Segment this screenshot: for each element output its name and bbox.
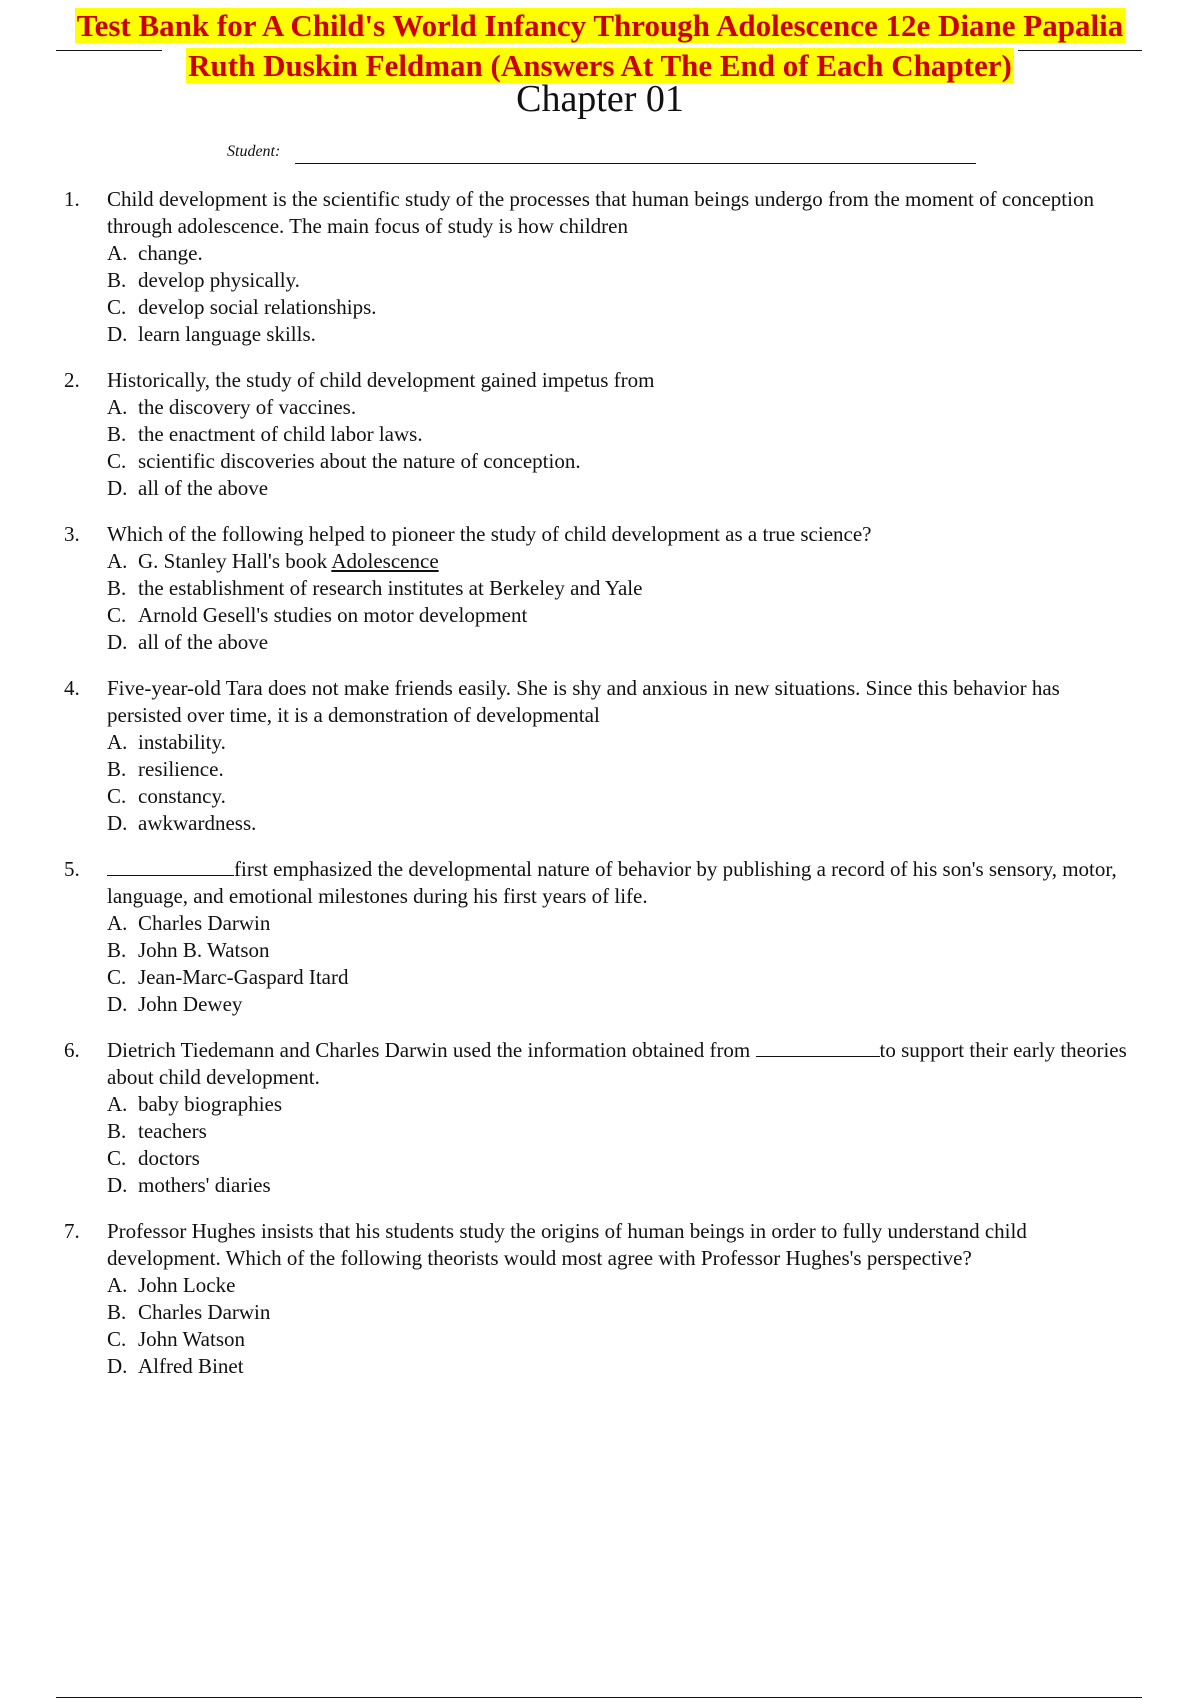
question-3 <box>0 521 1200 656</box>
book-title: Adolescence <box>331 549 439 573</box>
student-label: Student: <box>227 143 281 160</box>
document-title-banner <box>0 6 1200 86</box>
option-a: A. G. Stanley Hall's book Adolescence <box>107 549 439 573</box>
option-c: C. scientific discoveries about the nature of conception. <box>107 449 581 473</box>
option-c: C. constancy. <box>107 784 226 808</box>
question-number: 6. <box>64 1038 80 1062</box>
question-stem: Historically, the study of child development gained impetus from <box>107 368 655 392</box>
option-d: D. mothers' diaries <box>107 1173 271 1197</box>
option-d: D. all of the above <box>107 630 269 654</box>
option-a: A. change. <box>107 241 203 265</box>
question-2 <box>0 367 1200 502</box>
option-c: C. John Watson <box>107 1327 246 1351</box>
question-stem: first emphasized the developmental nature of behavior by publishing a record of his son's sensory, motor, language, and emotional milestones during his first years of life. <box>107 857 1117 908</box>
question-number: 1. <box>64 187 80 211</box>
question-stem: Five-year-old Tara does not make friends easily. She is shy and anxious in new situations. Since this behavior has persisted over time, it is a demonstration of developmental <box>107 676 1060 727</box>
student-name-line <box>295 163 976 164</box>
question-number: 4. <box>64 676 80 700</box>
question-number: 7. <box>64 1219 80 1243</box>
question-1 <box>0 186 1200 348</box>
fill-in-blank <box>756 1038 880 1057</box>
question-number: 5. <box>64 857 80 881</box>
option-c: C. Arnold Gesell's studies on motor development <box>107 603 528 627</box>
option-c: C. develop social relationships. <box>107 295 377 319</box>
title-line-1: Test Bank for A Child's World Infancy Through Adolescence 12e Diane Papalia <box>76 8 1124 43</box>
option-b: B. resilience. <box>107 757 224 781</box>
option-b: B. teachers <box>107 1119 207 1143</box>
question-stem: Dietrich Tiedemann and Charles Darwin used the information obtained from to support their early theories about child development. <box>107 1038 1127 1089</box>
option-d: D. Alfred Binet <box>107 1354 244 1378</box>
title-line-2: Ruth Duskin Feldman (Answers At The End of Each Chapter) <box>188 48 1012 83</box>
option-a: A. baby biographies <box>107 1092 283 1116</box>
question-4 <box>0 675 1200 837</box>
option-a: A. instability. <box>107 730 226 754</box>
option-b: B. develop physically. <box>107 268 300 292</box>
footer-rule <box>56 1697 1142 1698</box>
option-b: B. the establishment of research institutes at Berkeley and Yale <box>107 576 643 600</box>
question-stem: Professor Hughes insists that his students study the origins of human beings in order to fully understand child development. Which of the following theorists would most agree with Professor Hughes's perspective? <box>107 1219 1027 1270</box>
option-d: D. awkwardness. <box>107 811 257 835</box>
question-5 <box>0 856 1200 1018</box>
option-d: D. John Dewey <box>107 992 243 1016</box>
question-stem: Which of the following helped to pioneer the study of child development as a true science? <box>107 522 872 546</box>
question-7 <box>0 1218 1200 1380</box>
option-b: B. Charles Darwin <box>107 1300 271 1324</box>
title-rule-left <box>56 50 162 51</box>
option-d: D. all of the above <box>107 476 269 500</box>
option-d: D. learn language skills. <box>107 322 316 346</box>
question-list <box>0 186 1200 1399</box>
question-6 <box>0 1037 1200 1199</box>
option-a: A. John Locke <box>107 1273 236 1297</box>
option-b: B. John B. Watson <box>107 938 270 962</box>
option-a: A. Charles Darwin <box>107 911 271 935</box>
chapter-heading: Chapter 01 <box>516 78 684 120</box>
option-b: B. the enactment of child labor laws. <box>107 422 423 446</box>
question-number: 3. <box>64 522 80 546</box>
option-a: A. the discovery of vaccines. <box>107 395 357 419</box>
title-rule-right <box>1018 50 1142 51</box>
question-number: 2. <box>64 368 80 392</box>
fill-in-blank <box>107 857 234 876</box>
option-c: C. doctors <box>107 1146 200 1170</box>
question-stem: Child development is the scientific study of the processes that human beings undergo from the moment of conception through adolescence. The main focus of study is how children <box>107 187 1094 238</box>
option-c: C. Jean-Marc-Gaspard Itard <box>107 965 349 989</box>
